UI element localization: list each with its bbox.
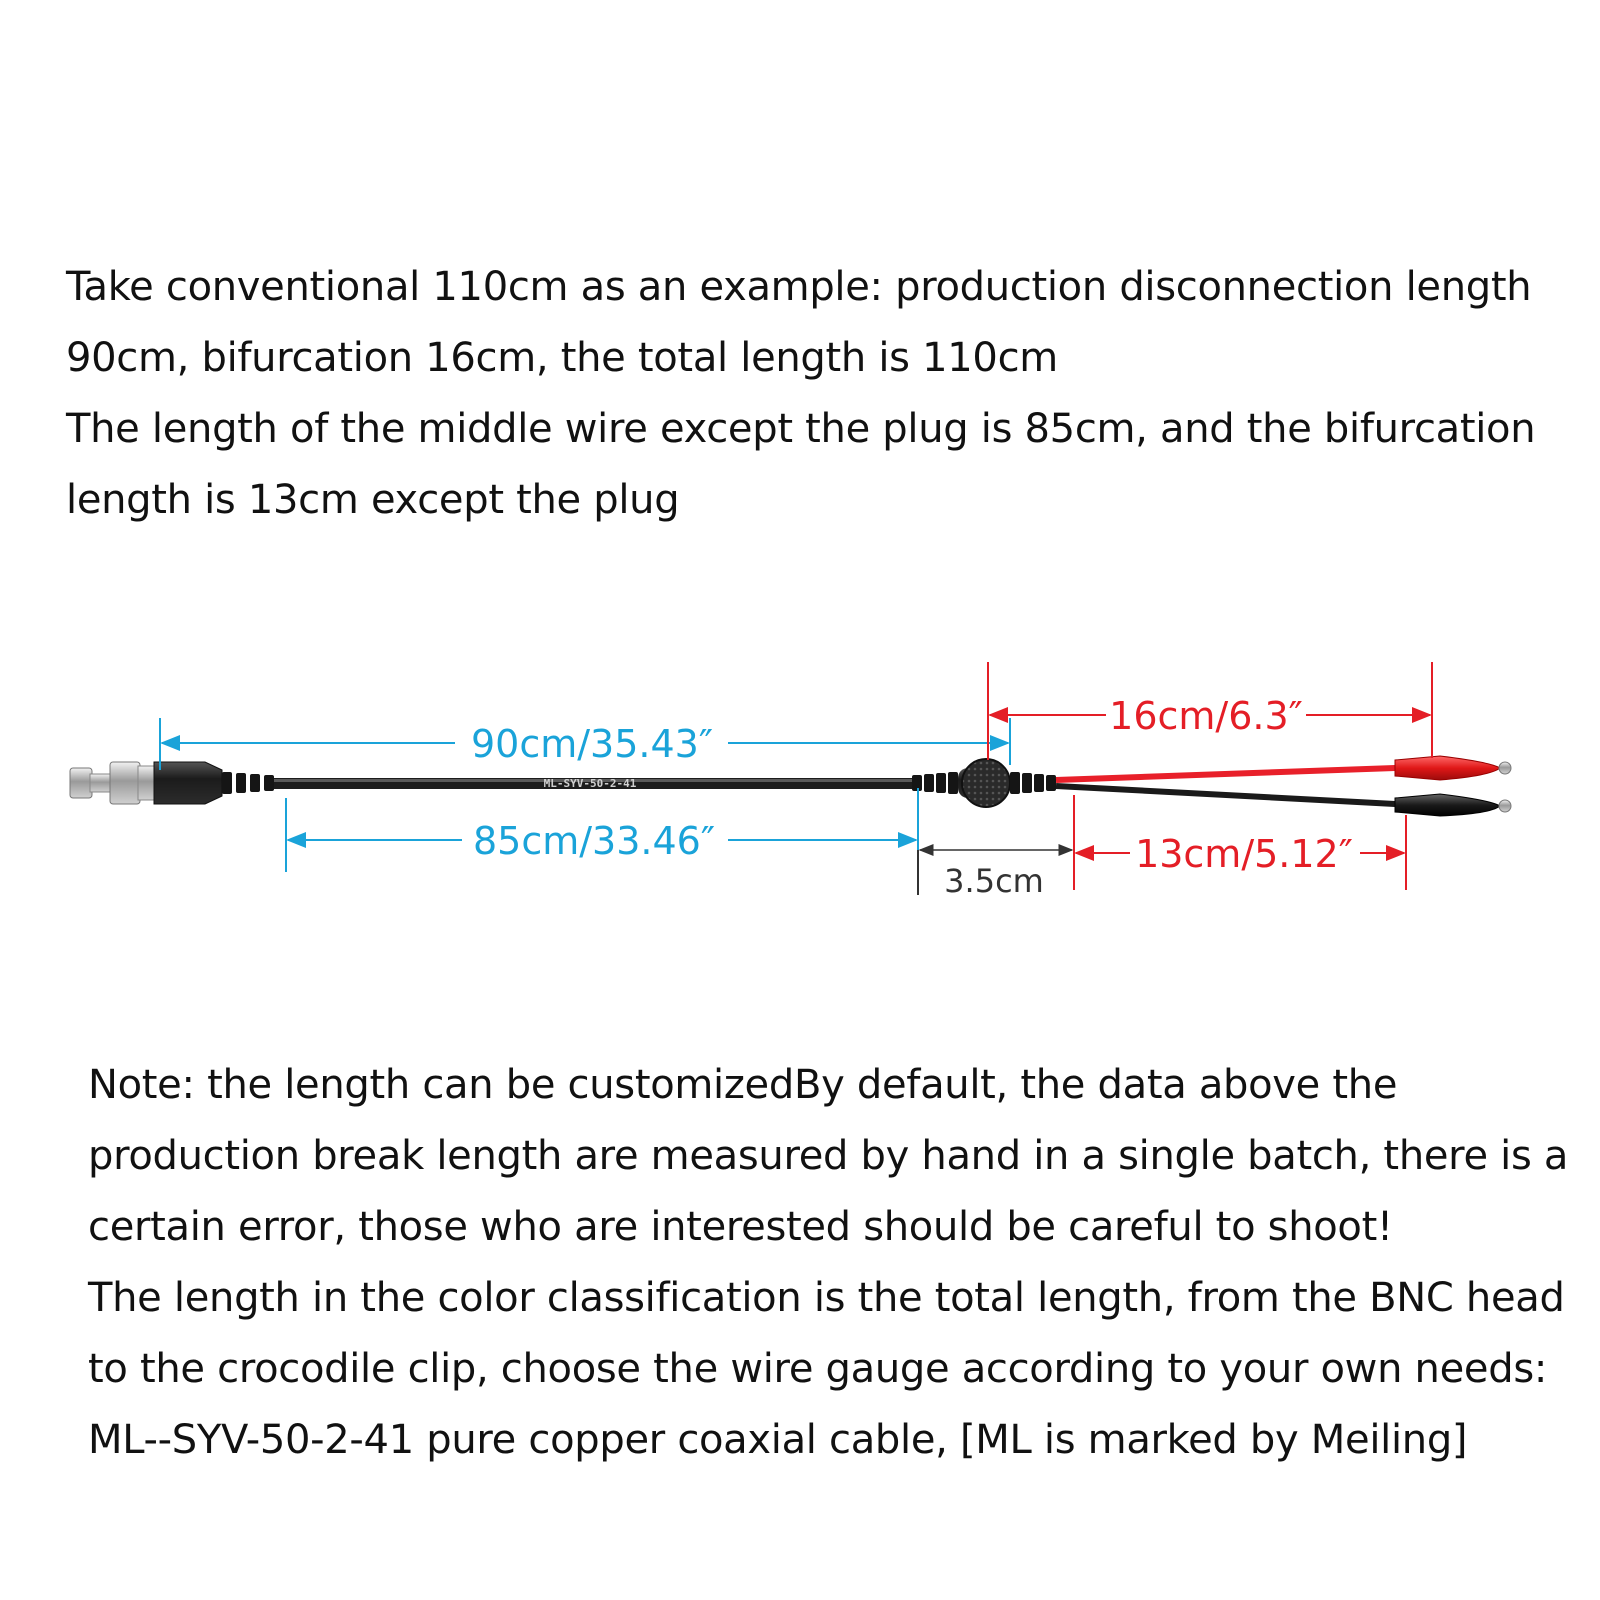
dimension-plug [918,795,1074,900]
note-line: ML--SYV-50-2-41 pure copper coaxial cable, [ML is marked by Meiling] [88,1417,1468,1463]
note-line: production break length are measured by hand in a single batch, there is a [88,1133,1569,1179]
note-line: certain error, those who are interested should be careful to shoot! [88,1204,1393,1250]
intro-line: The length of the middle wire except the plug is 85cm, and the bifurcation [66,406,1536,452]
intro-line: Take conventional 110cm as an example: production disconnection length [66,264,1532,310]
dimension-label-85cm: 85cm/33.46″ [472,819,716,863]
dimension-total-main [160,718,1010,770]
black-lead [1056,786,1511,816]
dimension-wire-branch [1076,815,1406,890]
red-lead [1056,756,1511,780]
intro-line: length is 13cm except the plug [66,477,680,523]
cable-marking: ML-SYV-50-2-41 [543,777,637,790]
cable-dimension-diagram [0,640,1600,940]
dimension-label-3-5cm: 3.5cm [944,862,1044,900]
intro-line: 90cm, bifurcation 16cm, the total length is 110cm [66,335,1058,381]
dimension-total-branch [988,662,1432,760]
dimension-label-13cm: 13cm/5.12″ [1135,832,1353,876]
dimension-wire-main [286,788,918,872]
main-coax-cable [274,777,914,790]
bnc-connector [70,762,274,804]
dimension-label-90cm: 90cm/35.43″ [470,722,714,766]
intro-text [66,252,1535,536]
note-line: to the crocodile clip, choose the wire gauge according to your own needs: [88,1346,1548,1392]
splitter-block [912,759,1056,807]
dimension-label-16cm: 16cm/6.3″ [1109,694,1303,738]
note-line: Note: the length can be customizedBy default, the data above the [88,1062,1398,1108]
note-text [88,1050,1568,1476]
note-line: The length in the color classification is the total length, from the BNC head [88,1275,1565,1321]
